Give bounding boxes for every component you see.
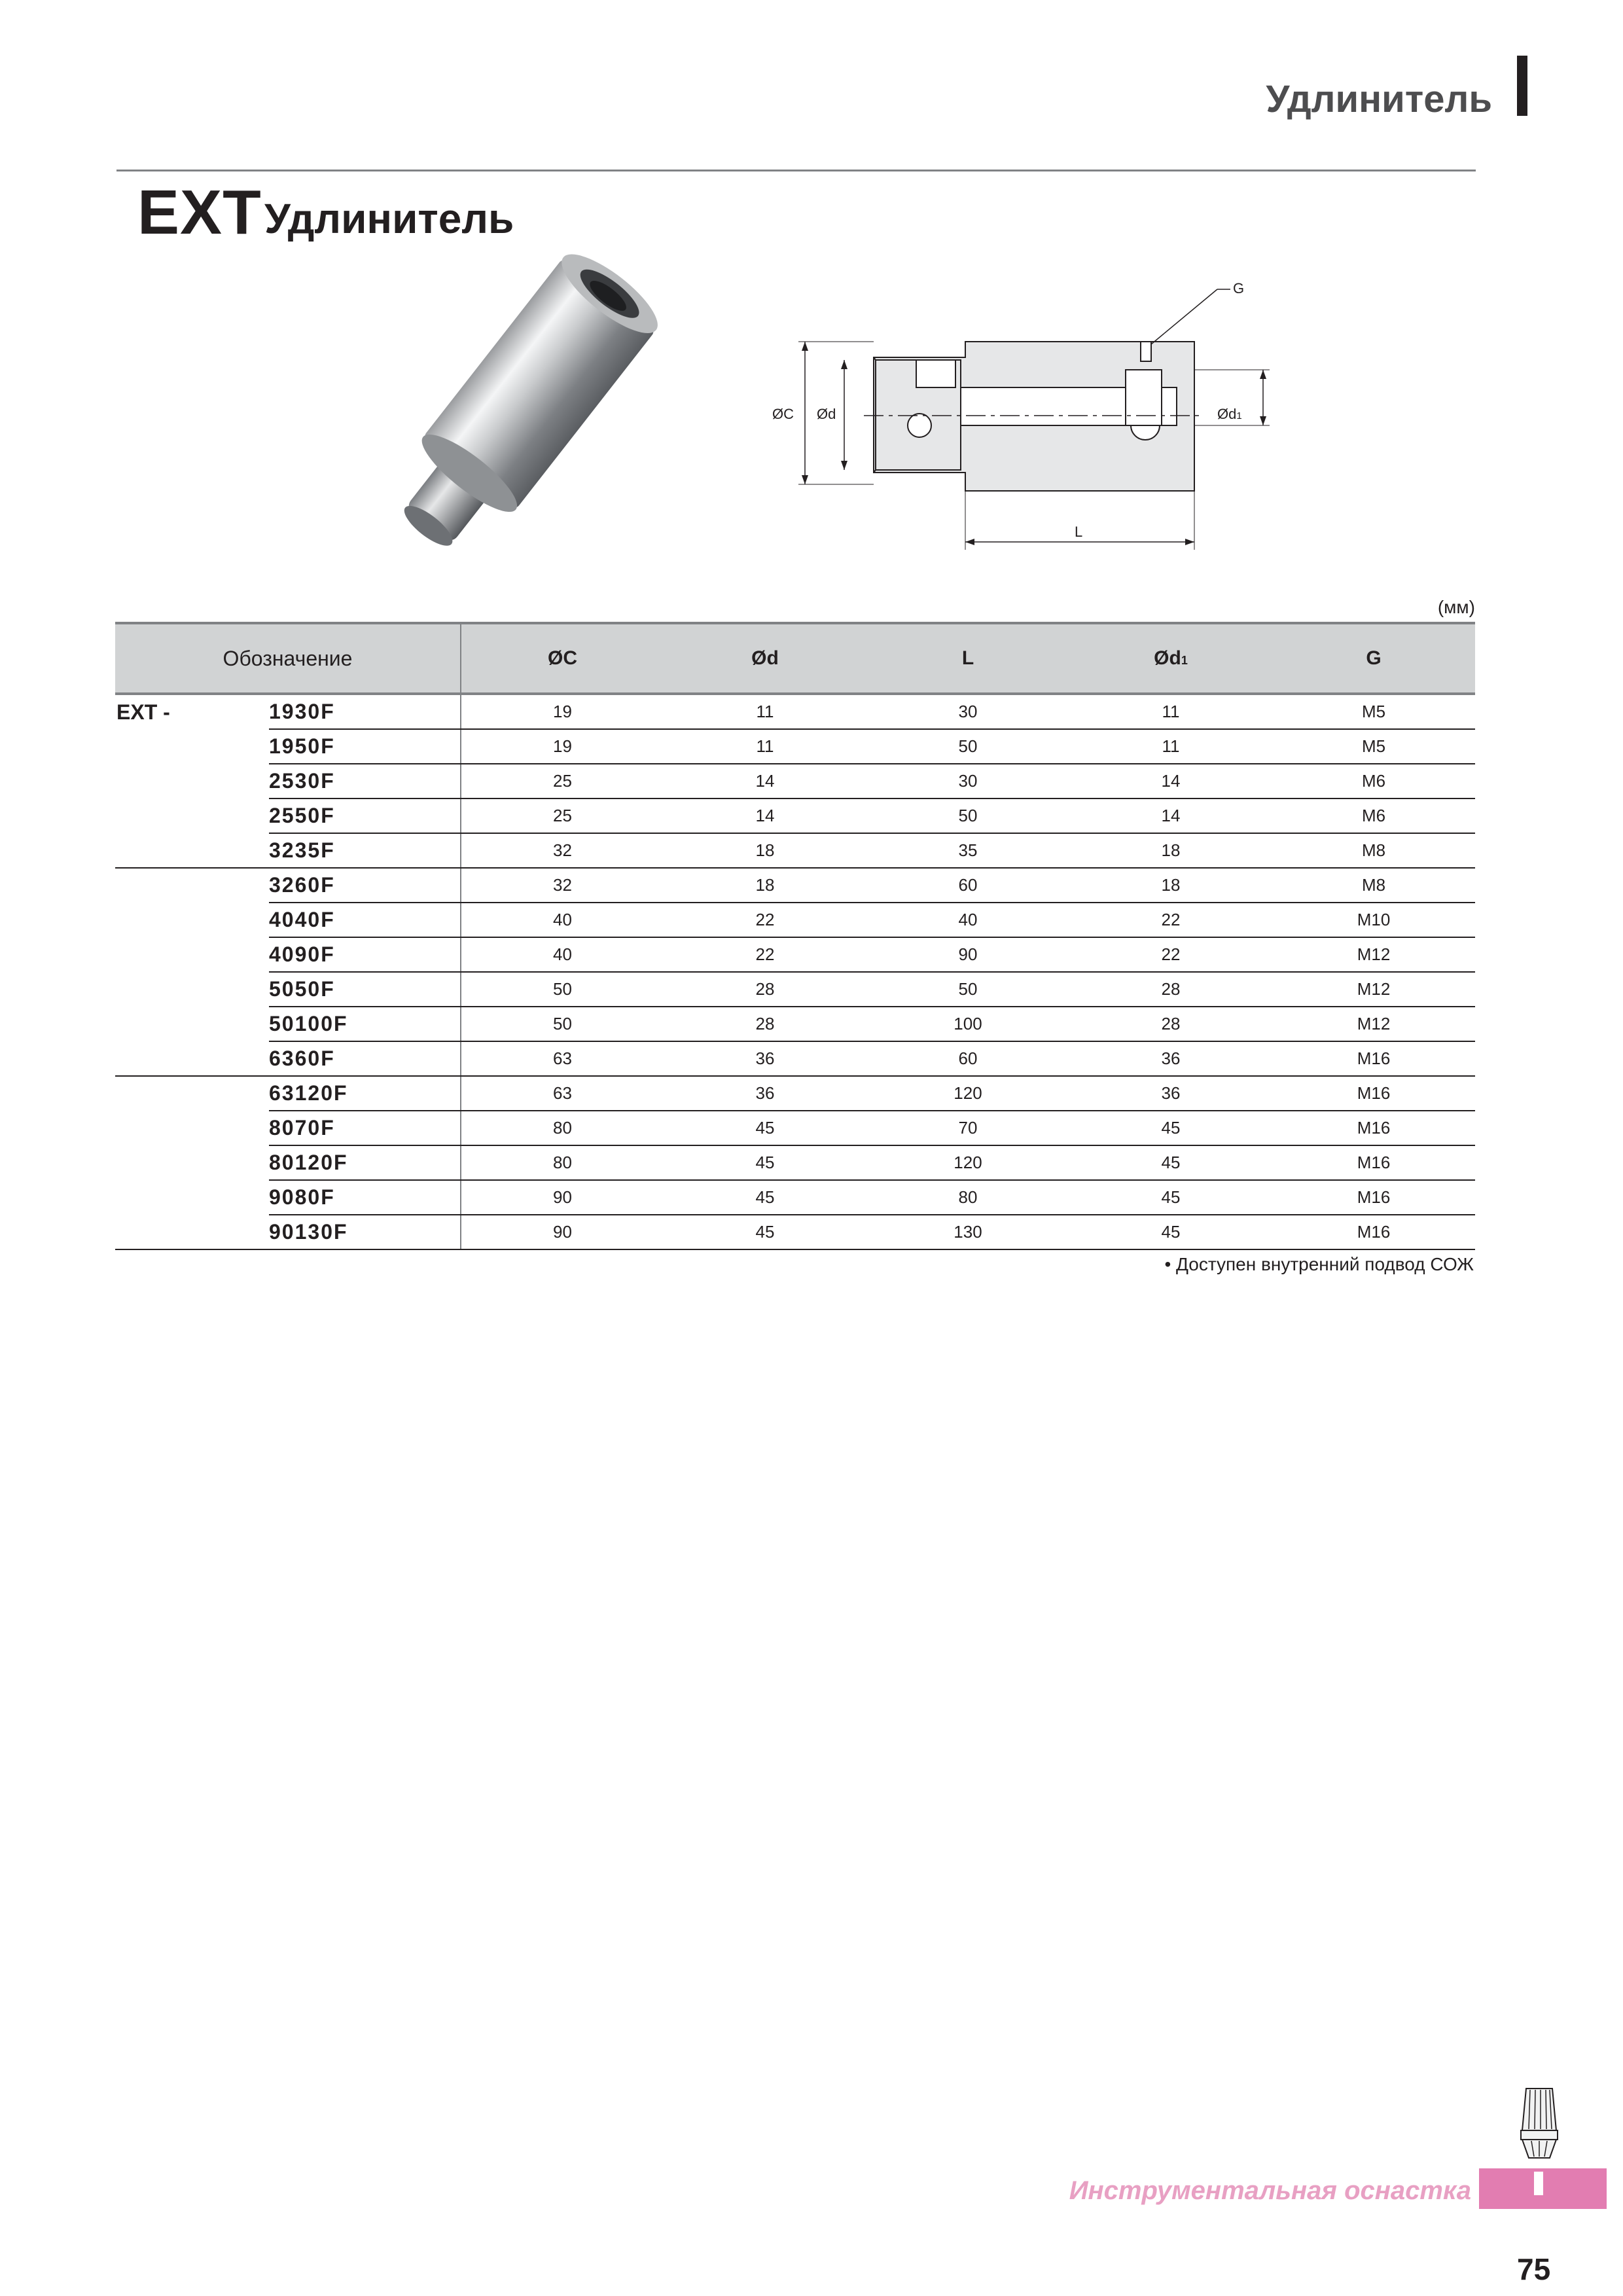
- c-cell: 63: [461, 1076, 664, 1111]
- section-tab-marker: [1534, 2172, 1543, 2195]
- model-cell: 2550F: [269, 798, 461, 833]
- g-cell: M16: [1272, 1076, 1475, 1111]
- d1-cell: 11: [1069, 694, 1272, 729]
- model-prefix: [115, 764, 269, 798]
- d-cell: 22: [664, 937, 866, 972]
- model-prefix: [115, 729, 269, 764]
- c-cell: 90: [461, 1180, 664, 1215]
- model-cell: 6360F: [269, 1041, 461, 1076]
- model-cell: 1930F: [269, 694, 461, 729]
- c-cell: 50: [461, 1007, 664, 1041]
- d1-cell: 45: [1069, 1145, 1272, 1180]
- g-cell: M5: [1272, 729, 1475, 764]
- table-row: [115, 1041, 1475, 1076]
- label-d: Ød: [817, 406, 836, 422]
- l-cell: 50: [866, 798, 1069, 833]
- d1-cell: 18: [1069, 833, 1272, 868]
- footer-section-name: Инструментальная оснастка: [1069, 2176, 1471, 2205]
- g-cell: M12: [1272, 937, 1475, 972]
- model-cell: 2530F: [269, 764, 461, 798]
- label-c: ØC: [772, 406, 794, 422]
- d-cell: 18: [664, 868, 866, 903]
- extension-photo: [308, 236, 713, 602]
- spec-table: [115, 622, 1475, 1250]
- header-l: L: [866, 623, 1069, 694]
- model-prefix: [115, 1145, 269, 1180]
- g-cell: M10: [1272, 903, 1475, 937]
- model-cell: 80120F: [269, 1145, 461, 1180]
- l-cell: 90: [866, 937, 1069, 972]
- model-prefix: [115, 798, 269, 833]
- product-code: EXT: [137, 177, 262, 247]
- table-row: [115, 903, 1475, 937]
- model-prefix: [115, 1180, 269, 1215]
- table-row: [115, 1145, 1475, 1180]
- c-cell: 40: [461, 937, 664, 972]
- d-cell: 45: [664, 1180, 866, 1215]
- c-cell: 50: [461, 972, 664, 1007]
- model-prefix: [115, 868, 269, 903]
- product-name: Удлинитель: [264, 195, 514, 242]
- unit-label: (мм): [1437, 597, 1475, 617]
- table-row: [115, 1007, 1475, 1041]
- d1-cell: 18: [1069, 868, 1272, 903]
- g-cell: M8: [1272, 868, 1475, 903]
- l-cell: 80: [866, 1180, 1069, 1215]
- table-body: [115, 694, 1475, 1249]
- model-prefix: [115, 1111, 269, 1145]
- d-cell: 14: [664, 764, 866, 798]
- d-cell: 45: [664, 1111, 866, 1145]
- header-divider: [116, 170, 1476, 171]
- table-row: [115, 729, 1475, 764]
- c-cell: 40: [461, 903, 664, 937]
- model-cell: 3235F: [269, 833, 461, 868]
- l-cell: 60: [866, 868, 1069, 903]
- table-row: [115, 868, 1475, 903]
- d1-cell: 14: [1069, 764, 1272, 798]
- table-header-row: [115, 623, 1475, 694]
- g-cell: M5: [1272, 694, 1475, 729]
- model-prefix: [115, 903, 269, 937]
- model-prefix: [115, 937, 269, 972]
- model-cell: 9080F: [269, 1180, 461, 1215]
- page-number: 75: [1517, 2252, 1551, 2286]
- l-cell: 100: [866, 1007, 1069, 1041]
- header-c: ØC: [461, 623, 664, 694]
- header-g: G: [1272, 623, 1475, 694]
- c-cell: 25: [461, 764, 664, 798]
- table-row: [115, 764, 1475, 798]
- l-cell: 30: [866, 764, 1069, 798]
- model-cell: 3260F: [269, 868, 461, 903]
- header-d1: Ød1: [1069, 623, 1272, 694]
- l-cell: 50: [866, 972, 1069, 1007]
- header-d: Ød: [664, 623, 866, 694]
- model-cell: 50100F: [269, 1007, 461, 1041]
- technical-drawing: [759, 262, 1283, 550]
- l-cell: 70: [866, 1111, 1069, 1145]
- c-cell: 19: [461, 729, 664, 764]
- d-cell: 14: [664, 798, 866, 833]
- c-cell: 80: [461, 1145, 664, 1180]
- g-cell: M6: [1272, 798, 1475, 833]
- g-cell: M12: [1272, 972, 1475, 1007]
- model-cell: 63120F: [269, 1076, 461, 1111]
- model-prefix: [115, 1007, 269, 1041]
- d-cell: 11: [664, 694, 866, 729]
- c-cell: 63: [461, 1041, 664, 1076]
- d1-cell: 45: [1069, 1215, 1272, 1249]
- c-cell: 80: [461, 1111, 664, 1145]
- label-d1: Ød1: [1217, 406, 1242, 422]
- table-row: [115, 1180, 1475, 1215]
- g-cell: M16: [1272, 1145, 1475, 1180]
- header-designation: Обозначение: [115, 623, 461, 694]
- d-cell: 36: [664, 1041, 866, 1076]
- d-cell: 45: [664, 1145, 866, 1180]
- d-cell: 18: [664, 833, 866, 868]
- table-row: [115, 694, 1475, 729]
- collet-icon: [1516, 2085, 1563, 2163]
- g-cell: M16: [1272, 1215, 1475, 1249]
- l-cell: 120: [866, 1145, 1069, 1180]
- section-marker-bar: [1517, 56, 1527, 116]
- d-cell: 22: [664, 903, 866, 937]
- c-cell: 90: [461, 1215, 664, 1249]
- table-row: [115, 1076, 1475, 1111]
- d1-cell: 45: [1069, 1111, 1272, 1145]
- table-row: [115, 972, 1475, 1007]
- d1-cell: 22: [1069, 903, 1272, 937]
- c-cell: 32: [461, 868, 664, 903]
- d-cell: 28: [664, 1007, 866, 1041]
- model-prefix: [115, 1076, 269, 1111]
- g-cell: M16: [1272, 1180, 1475, 1215]
- model-prefix: [115, 1215, 269, 1249]
- l-cell: 130: [866, 1215, 1069, 1249]
- table-row: [115, 833, 1475, 868]
- d1-cell: 28: [1069, 972, 1272, 1007]
- model-cell: 90130F: [269, 1215, 461, 1249]
- d1-cell: 28: [1069, 1007, 1272, 1041]
- l-cell: 30: [866, 694, 1069, 729]
- g-cell: M12: [1272, 1007, 1475, 1041]
- table-row: [115, 1215, 1475, 1249]
- table-row: [115, 1111, 1475, 1145]
- d1-cell: 45: [1069, 1180, 1272, 1215]
- footnote: • Доступен внутренний подвод СОЖ: [1164, 1254, 1474, 1274]
- section-title: Удлинитель: [1266, 78, 1492, 120]
- table-row: [115, 798, 1475, 833]
- d1-cell: 22: [1069, 937, 1272, 972]
- g-cell: M8: [1272, 833, 1475, 868]
- d-cell: 28: [664, 972, 866, 1007]
- label-l: L: [1075, 524, 1083, 540]
- c-cell: 32: [461, 833, 664, 868]
- c-cell: 25: [461, 798, 664, 833]
- c-cell: 19: [461, 694, 664, 729]
- g-cell: M6: [1272, 764, 1475, 798]
- d-cell: 11: [664, 729, 866, 764]
- l-cell: 60: [866, 1041, 1069, 1076]
- d1-cell: 11: [1069, 729, 1272, 764]
- d1-cell: 14: [1069, 798, 1272, 833]
- g-cell: M16: [1272, 1041, 1475, 1076]
- d1-cell: 36: [1069, 1041, 1272, 1076]
- model-cell: 4090F: [269, 937, 461, 972]
- model-cell: 8070F: [269, 1111, 461, 1145]
- table-row: [115, 937, 1475, 972]
- model-cell: 5050F: [269, 972, 461, 1007]
- d1-cell: 36: [1069, 1076, 1272, 1111]
- model-cell: 4040F: [269, 903, 461, 937]
- label-g: G: [1233, 280, 1245, 296]
- model-prefix: EXT -: [116, 700, 170, 724]
- l-cell: 50: [866, 729, 1069, 764]
- model-prefix: [115, 972, 269, 1007]
- d-cell: 45: [664, 1215, 866, 1249]
- l-cell: 35: [866, 833, 1069, 868]
- model-cell: 1950F: [269, 729, 461, 764]
- model-prefix: [115, 1041, 269, 1076]
- model-prefix: [115, 833, 269, 868]
- l-cell: 40: [866, 903, 1069, 937]
- d-cell: 36: [664, 1076, 866, 1111]
- l-cell: 120: [866, 1076, 1069, 1111]
- g-cell: M16: [1272, 1111, 1475, 1145]
